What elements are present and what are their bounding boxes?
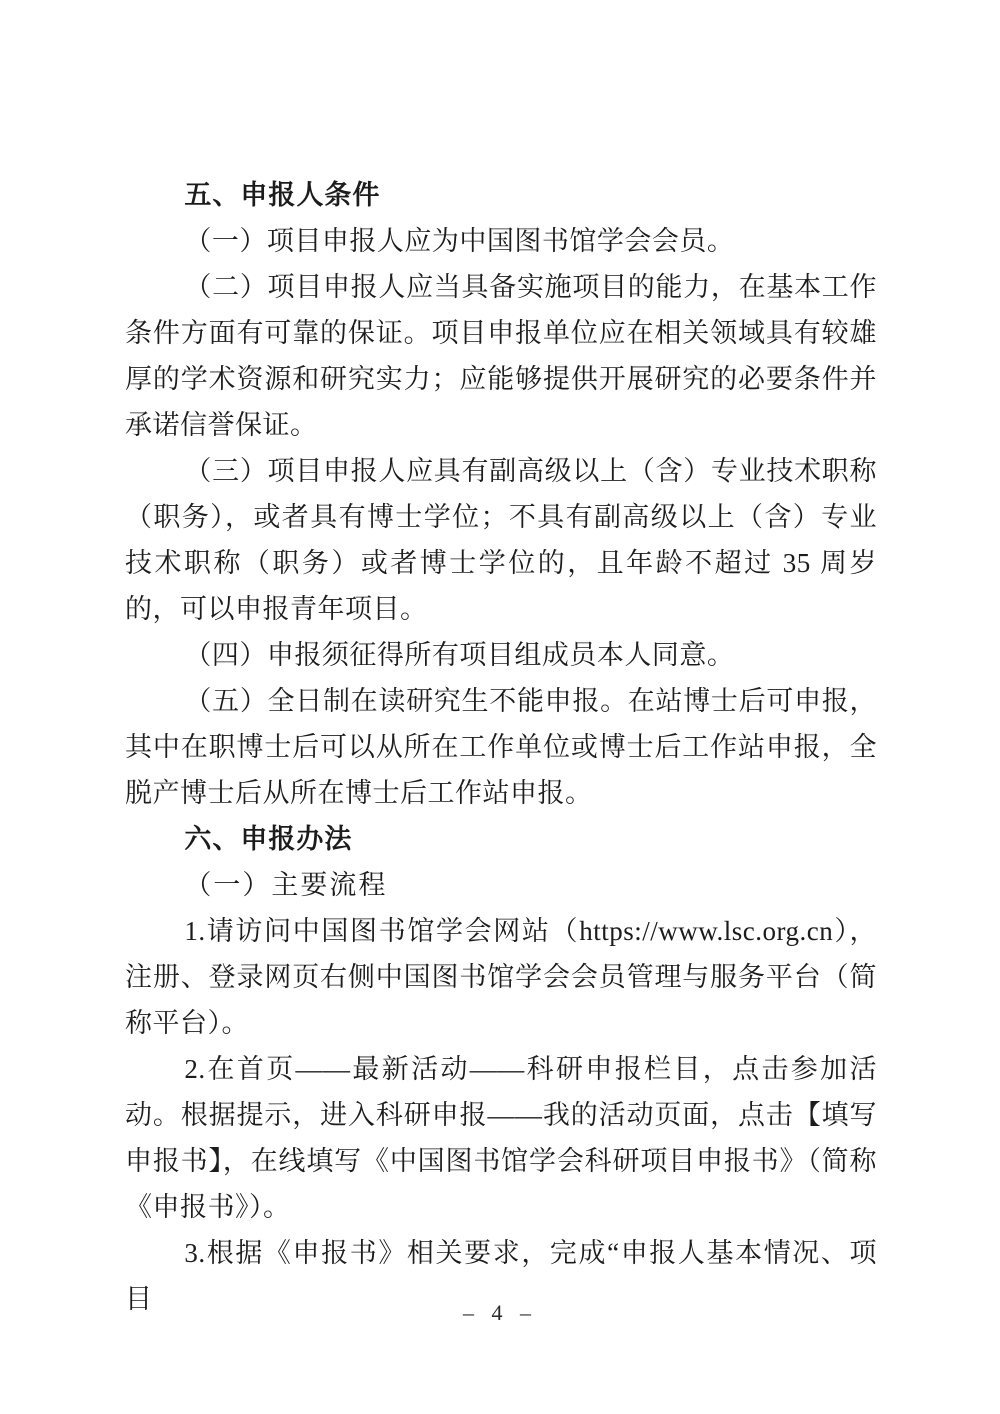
para-condition-5: （五）全日制在读研究生不能申报。在站博士后可申报，其中在职博士后可以从所在工作单位或博士后工作站申报，全脱产博士后从所在博士后工作站申报。 <box>125 686 877 808</box>
para-condition-3: （三）项目申报人应具有副高级以上（含）专业技术职称（职务），或者具有博士学位；不具有副高级以上（含）专业技术职称（职务）或者博士学位的，且年龄不超过 35 周岁的，可以申报青年项目。 <box>125 456 877 624</box>
subheading-main-process: （一）主要流程 <box>184 870 388 900</box>
heading-applicant-conditions: 五、申报人条件 <box>184 180 381 210</box>
para-step-1: 1.请访问中国图书馆学会网站（https://www.lsc.org.cn），注册、登录网页右侧中国图书馆学会会员管理与服务平台（简称平台）。 <box>125 916 877 1038</box>
page-number: – 4 – <box>463 1300 537 1325</box>
para-step-3: 3.根据《申报书》相关要求，完成“申报人基本情况、项目 <box>125 1238 877 1314</box>
para-condition-2: （二）项目申报人应当具备实施项目的能力，在基本工作条件方面有可靠的保证。项目申报单位应在相关领域具有较雄厚的学术资源和研究实力；应能够提供开展研究的必要条件并承诺信誉保证。 <box>125 272 877 440</box>
heading-application-method: 六、申报办法 <box>184 824 353 854</box>
para-step-2: 2.在首页——最新活动——科研申报栏目，点击参加活动。根据提示，进入科研申报——我的活动页面，点击【填写申报书】，在线填写《中国图书馆学会科研项目申报书》（简称《申报书》）。 <box>125 1054 877 1222</box>
document-body <box>125 172 877 1322</box>
para-condition-4: （四）申报须征得所有项目组成员本人同意。 <box>184 640 735 670</box>
para-condition-1: （一）项目申报人应为中国图书馆学会会员。 <box>184 226 735 256</box>
